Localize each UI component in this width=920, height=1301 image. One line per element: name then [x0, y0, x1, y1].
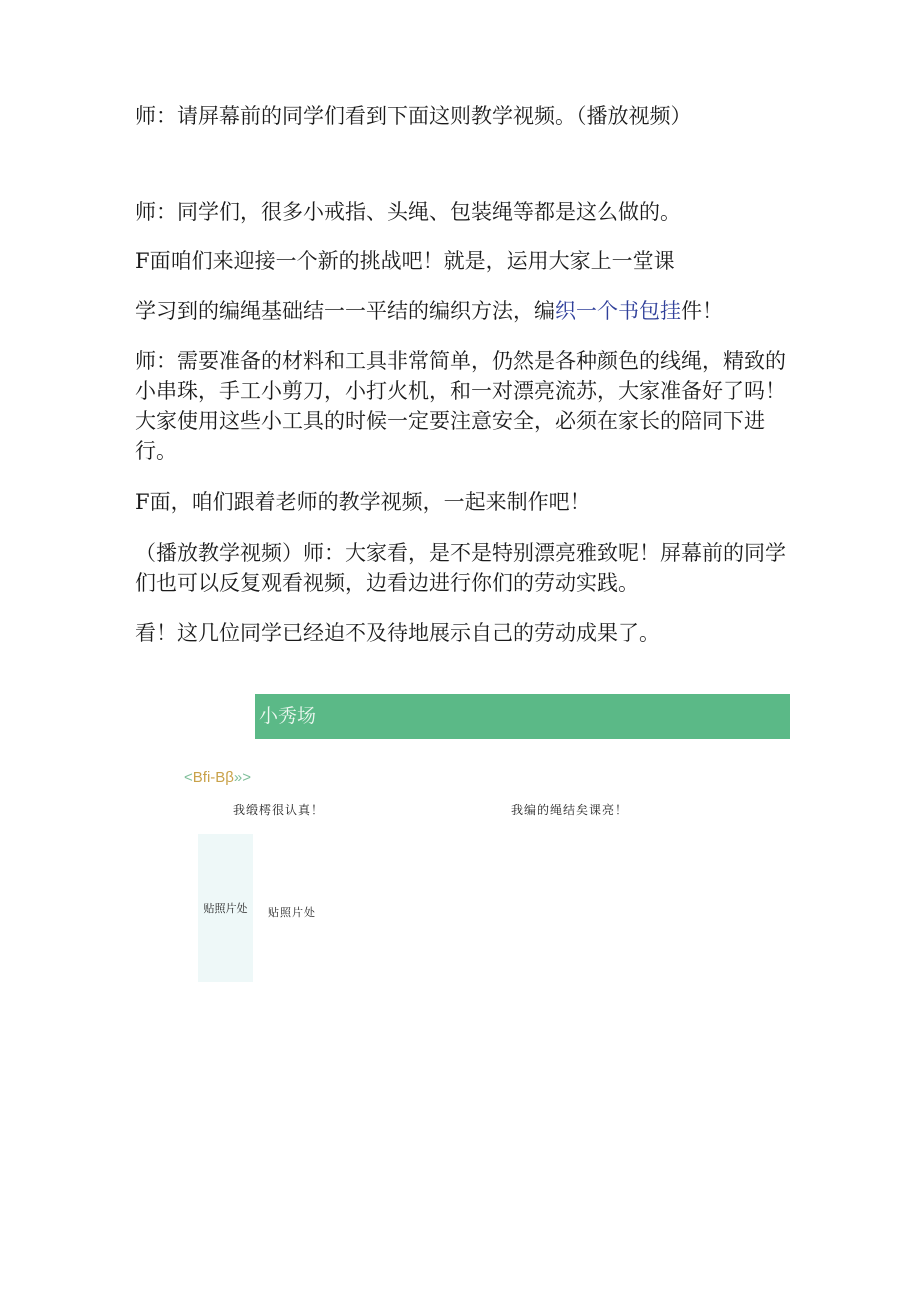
paragraph-4-highlight-b: 书包挂	[618, 299, 681, 323]
paragraph-6: F面，咱们跟着老师的教学视频，一起来制作吧！	[135, 490, 591, 514]
caption-left: 我缎樗很认真！	[233, 803, 325, 817]
caption-right: 我编的绳结矣课亮！	[511, 803, 629, 817]
tag-open: <	[184, 769, 193, 786]
paragraph-4-text-b: 一个	[576, 299, 618, 323]
showcase-banner: 小秀场	[255, 694, 790, 739]
paragraph-1: 师：请屏幕前的同学们看到下面这则教学视频。（播放视频）	[135, 104, 692, 128]
paragraph-4-text-a: 学习到的编绳基础结一一平结的编织方法，编	[135, 299, 555, 323]
photo-placeholder-label: 贴照片处	[203, 902, 248, 915]
tag-close: »>	[233, 769, 252, 786]
paragraph-8: 看！这几位同学已经迫不及待地展示自己的劳动成果了。	[135, 621, 660, 645]
paragraph-7: （播放教学视频）师：大家看，是不是特别漂亮雅致呢！屏幕前的同学们也可以反复观看视频，边看边进行你们的劳动实践。	[135, 541, 786, 595]
paragraph-4-text-c: 件！	[681, 299, 723, 323]
paragraph-3: F面咱们来迎接一个新的挑战吧！就是，运用大家上一堂课	[135, 249, 675, 273]
paragraph-5: 师：需要准备的材料和工具非常简单，仍然是各种颜色的线绳，精致的小串珠，手工小剪刀，小打火机，和一对漂亮流苏，大家准备好了吗！大家使用这些小工具的时候一定要注意安全，必须在家长的陪同下进行。	[135, 349, 786, 463]
photo-placeholder	[198, 834, 253, 982]
tag-text: Bfi-Bβ	[192, 769, 234, 786]
paragraph-2: 师：同学们，很多小戒指、头绳、包装绳等都是这么做的。	[135, 200, 681, 224]
paragraph-4	[135, 296, 795, 326]
section-tag	[184, 769, 251, 786]
photo-placeholder-2-label: 贴照片处	[268, 906, 316, 919]
paragraph-4-highlight-a: 织	[555, 299, 576, 323]
